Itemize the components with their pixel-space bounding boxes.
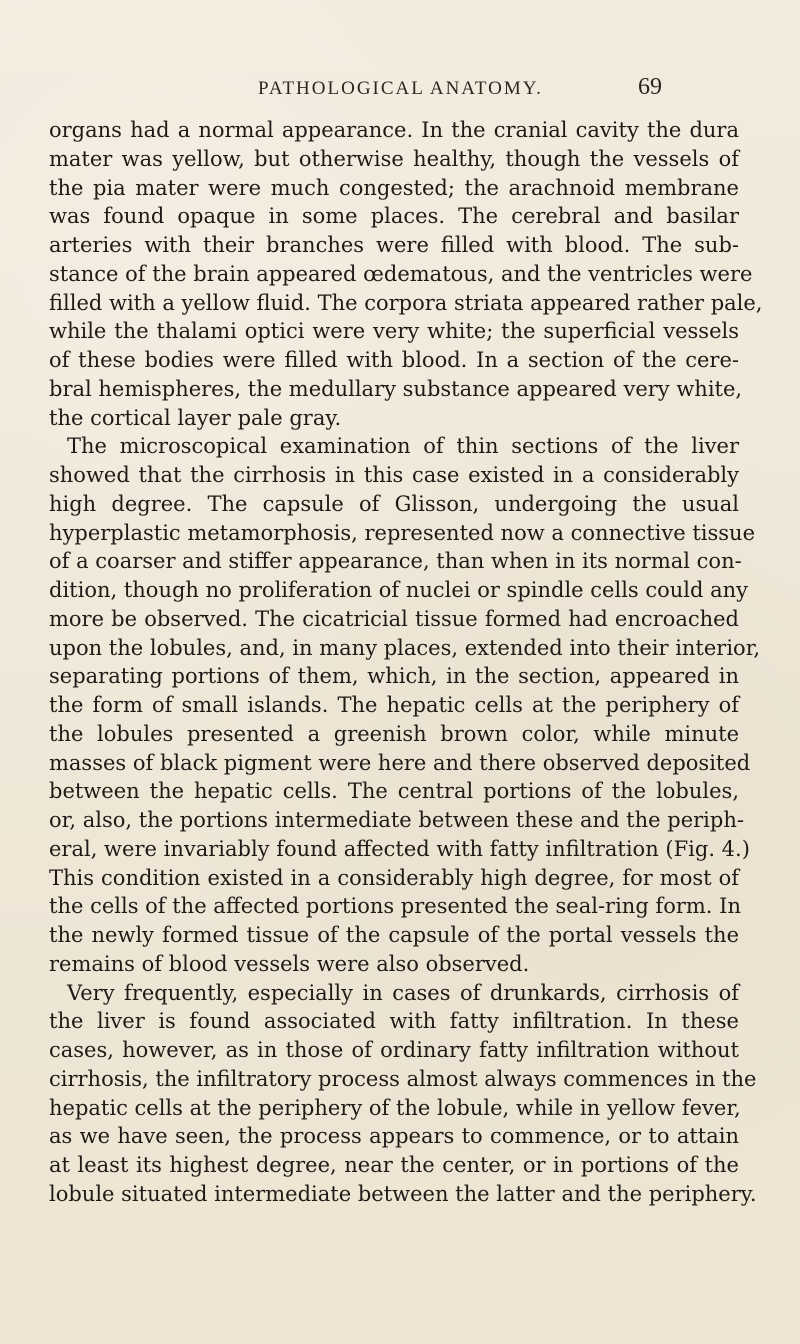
- text-line-9: of these bodies were filled with blood. In a section of the cere-: [49, 348, 739, 372]
- text-line-35: hepatic cells at the periphery of the lobule, while in yellow fever,: [49, 1095, 741, 1120]
- text-line-7: filled with a yellow fluid. The corpora striata appeared rather pale,: [49, 290, 763, 315]
- text-line-22: the lobules presented a greenish brown color, while minute: [49, 721, 739, 746]
- text-line-11: the cortical layer pale gray.: [49, 405, 342, 430]
- text-line-20: separating portions of them, which, in the section, appeared in: [49, 664, 739, 689]
- text-line-6: stance of the brain appeared œdematous, and the ventricles were: [49, 261, 753, 286]
- text-line-4: was found opaque in some places. The cerebral and basilar: [49, 204, 739, 229]
- page-number: 69: [638, 74, 662, 100]
- body-text: [49, 116, 763, 1209]
- text-line-13: showed that the cirrhosis in this case existed in a considerably: [49, 463, 739, 487]
- text-line-34: cirrhosis, the infiltratory process almost always commences in the: [49, 1066, 757, 1091]
- text-line-23: masses of black pigment were here and there observed deposited: [49, 750, 751, 775]
- text-line-15: hyperplastic metamorphosis, represented now a connective tissue: [49, 520, 756, 545]
- text-line-1: organs had a normal appearance. In the cranial cavity the dura: [49, 118, 739, 142]
- text-line-10: bral hemispheres, the medullary substance appeared very white,: [49, 376, 743, 401]
- text-line-21: the form of small islands. The hepatic cells at the periphery of: [49, 693, 739, 717]
- text-line-12: The microscopical examination of thin sections of the liver: [67, 434, 739, 459]
- text-line-37: at least its highest degree, near the center, or in portions of the: [49, 1153, 739, 1177]
- text-line-2: mater was yellow, but otherwise healthy, though the vessels of: [49, 146, 739, 171]
- text-line-5: arteries with their branches were filled with blood. The sub-: [49, 233, 739, 257]
- text-line-38: lobule situated intermediate between the latter and the periphery.: [49, 1181, 757, 1206]
- text-line-24: between the hepatic cells. The central portions of the lobules,: [49, 779, 739, 804]
- text-line-27: This condition existed in a considerably high degree, for most of: [49, 865, 739, 890]
- text-line-18: more be observed. The cicatricial tissue formed had encroached: [49, 606, 739, 631]
- text-line-31: Very frequently, especially in cases of drunkards, cirrhosis of: [67, 980, 739, 1005]
- text-line-26: eral, were invariably found affected with fatty infiltration (Fig. 4.): [49, 836, 750, 861]
- text-line-33: cases, however, as in those of ordinary fatty infiltration without: [49, 1038, 739, 1062]
- text-line-25: or, also, the portions intermediate between these and the periph-: [49, 808, 744, 832]
- text-line-16: of a coarser and stiffer appearance, than when in its normal con-: [49, 549, 742, 574]
- text-line-29: the newly formed tissue of the capsule of the portal vessels the: [49, 923, 739, 947]
- text-line-3: the pia mater were much congested; the arachnoid membrane: [49, 175, 739, 200]
- page-header: [0, 74, 800, 106]
- text-line-28: the cells of the affected portions presented the seal-ring form. In: [49, 894, 741, 919]
- text-line-36: as we have seen, the process appears to commence, or to attain: [49, 1124, 739, 1149]
- text-line-19: upon the lobules, and, in many places, extended into their interior,: [49, 635, 761, 660]
- text-line-32: the liver is found associated with fatty infiltration. In these: [49, 1009, 739, 1034]
- text-line-14: high degree. The capsule of Glisson, undergoing the usual: [49, 491, 739, 516]
- text-line-17: dition, though no proliferation of nuclei or spindle cells could any: [49, 578, 749, 602]
- text-line-30: remains of blood vessels were also observed.: [49, 951, 530, 976]
- running-head: PATHOLOGICAL ANATOMY.: [258, 78, 543, 99]
- text-line-8: while the thalami optici were very white; the superficial vessels: [49, 319, 739, 344]
